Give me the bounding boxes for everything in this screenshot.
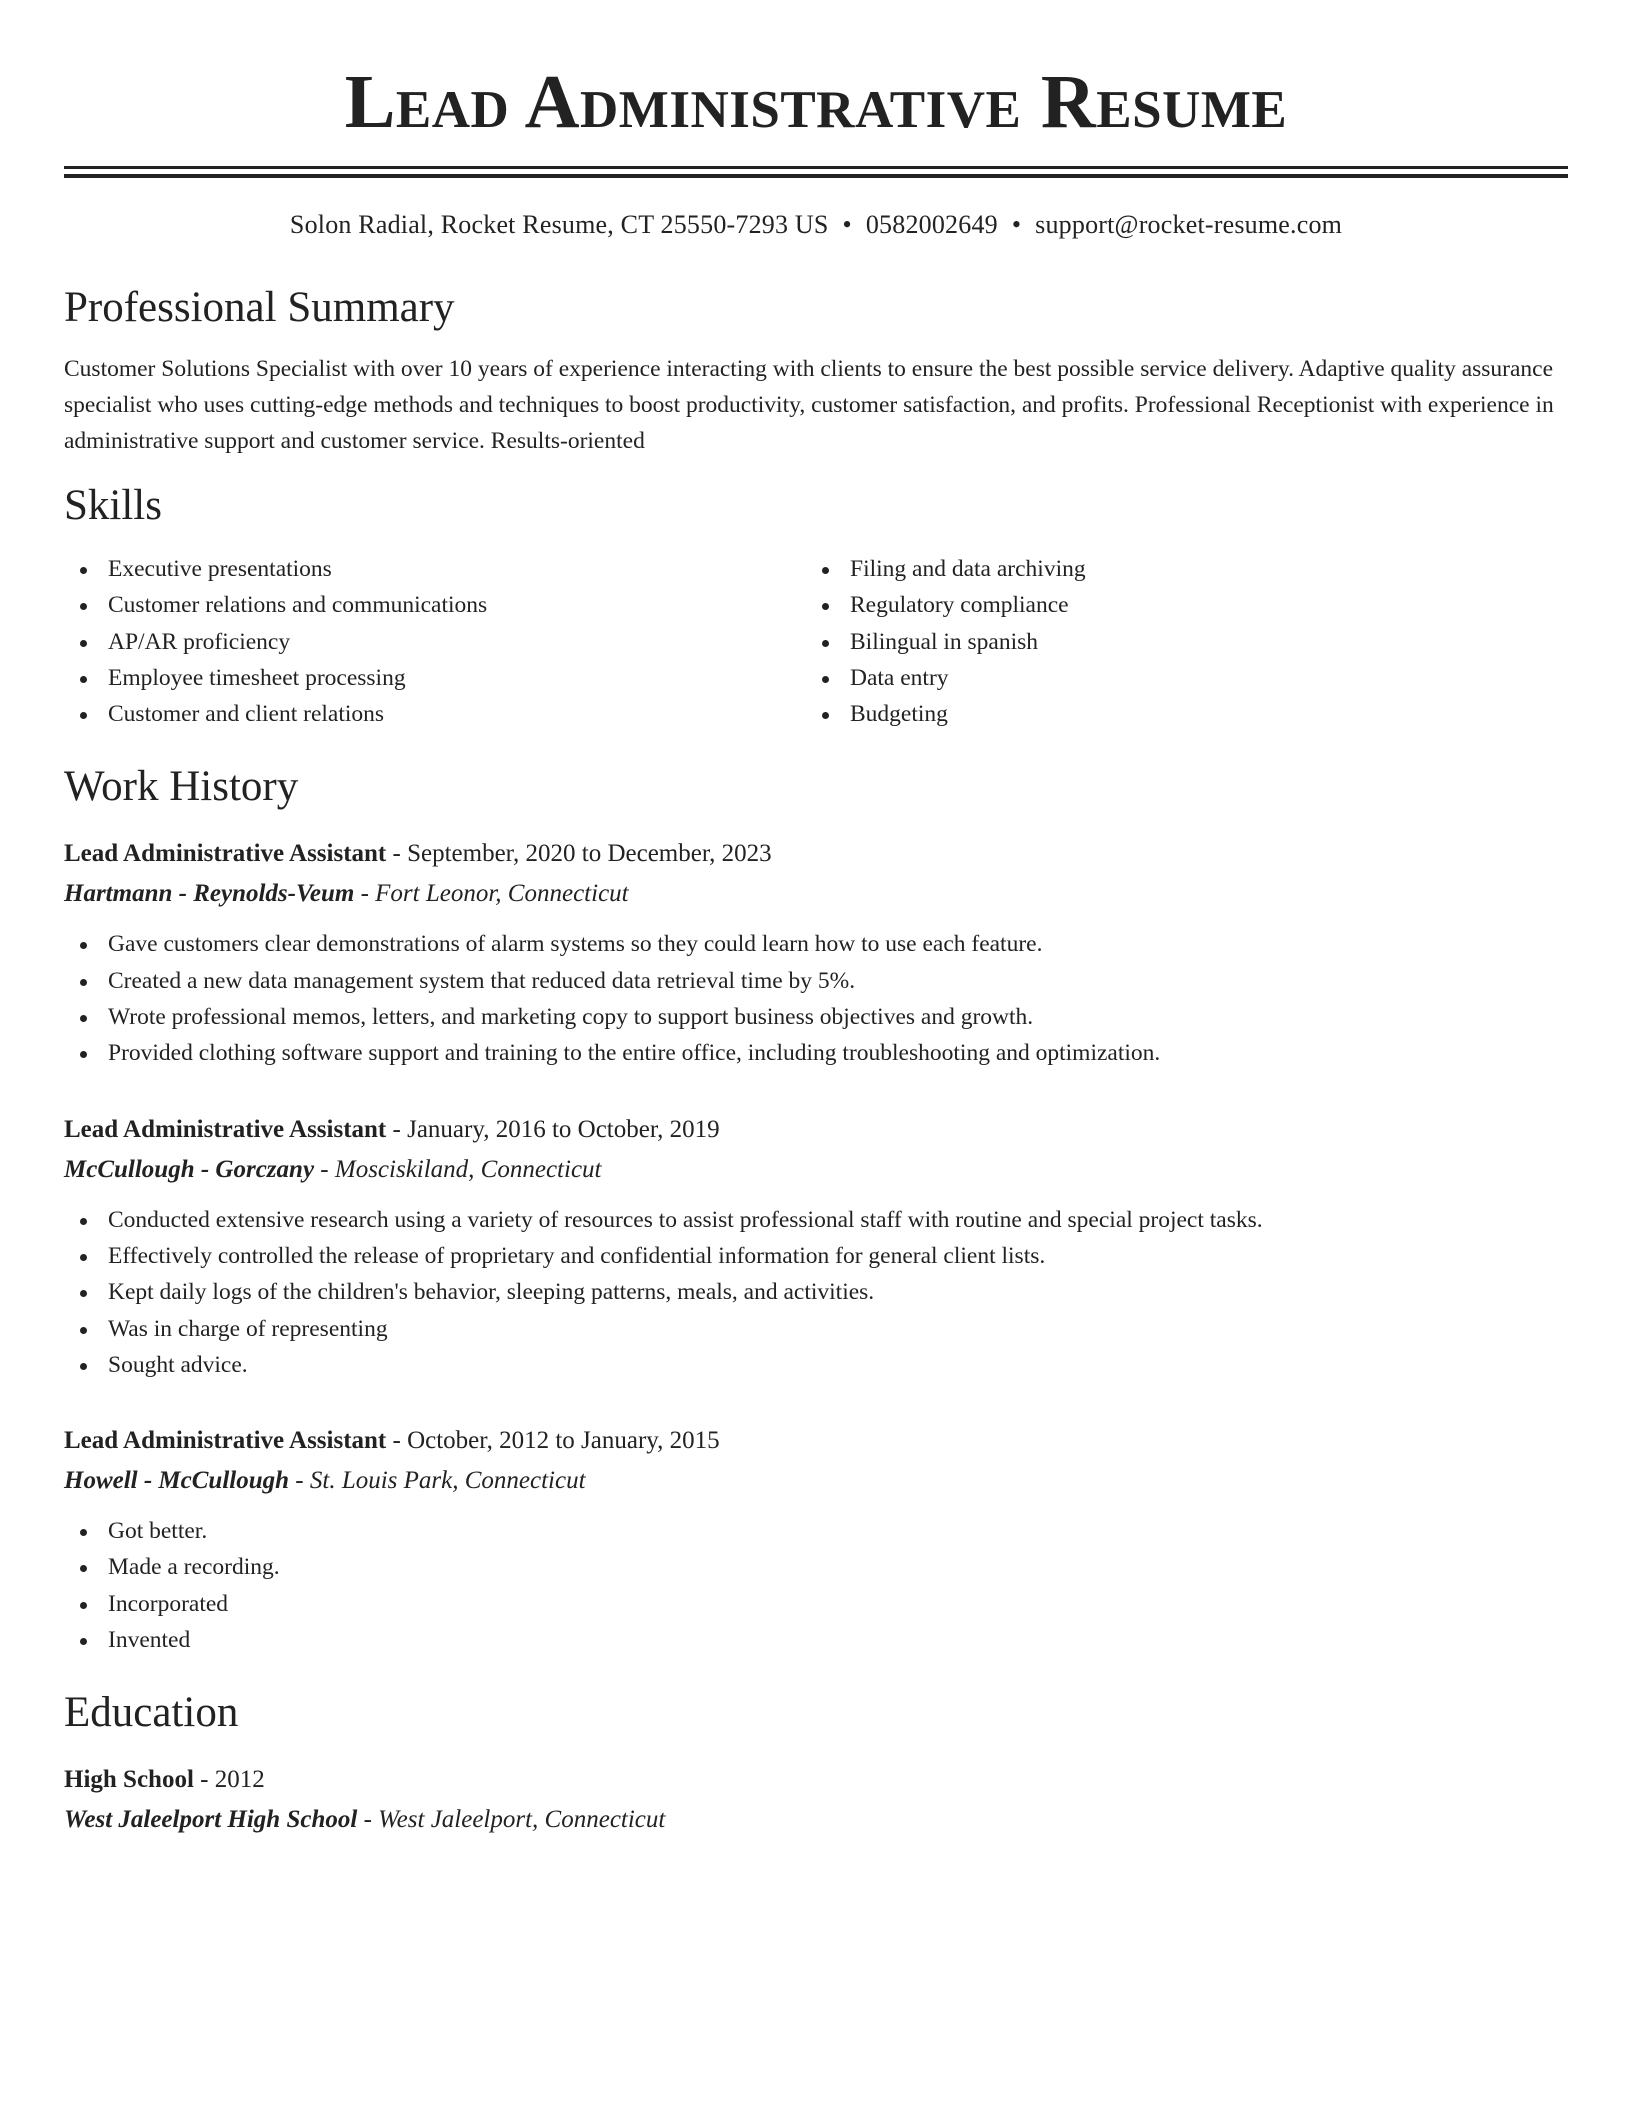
skill-item: Executive presentations bbox=[64, 551, 806, 587]
contact-separator: • bbox=[1011, 210, 1022, 239]
contact-line bbox=[64, 209, 1568, 241]
job-dates: - October, 2012 to January, 2015 bbox=[386, 1427, 720, 1455]
contact-address: Solon Radial, Rocket Resume, CT 25550-7293 US bbox=[289, 210, 829, 239]
title-divider bbox=[64, 166, 1568, 178]
job-dates: - September, 2020 to December, 2023 bbox=[386, 840, 772, 868]
job-title-line bbox=[64, 1110, 1568, 1150]
job-company-line bbox=[64, 874, 1568, 914]
skill-item: Data entry bbox=[806, 660, 1548, 696]
skills-columns bbox=[64, 551, 1568, 732]
job-bullet: Conducted extensive research using a variety of resources to assist professional staff with routine and special project tasks. bbox=[64, 1202, 1568, 1238]
education-degree-line bbox=[64, 1760, 1568, 1800]
job-bullets bbox=[64, 1513, 1568, 1658]
skills-list-right bbox=[806, 551, 1548, 732]
contact-separator: • bbox=[842, 210, 852, 239]
job-bullet: Created a new data management system that reduced data retrieval time by 5%. bbox=[64, 963, 1568, 999]
contact-phone: 0582002649 bbox=[865, 210, 998, 239]
education-school: West Jaleelport High School bbox=[64, 1806, 358, 1834]
skill-item: Bilingual in spanish bbox=[806, 624, 1548, 660]
summary-text: Customer Solutions Specialist with over 10 years of experience interacting with clients to ensure the best possible service delivery. Adaptive quality assurance specialist who uses cutting-edge methods and techniques to boost productivity, customer satisfaction, and profits. Professional Receptionist with experience in administrative support and customer service. Results-oriented bbox=[64, 356, 1554, 454]
job-dates: - January, 2016 to October, 2019 bbox=[386, 1115, 720, 1143]
job-location: - Fort Leonor, Connecticut bbox=[354, 880, 629, 908]
skill-item: Customer and client relations bbox=[64, 696, 806, 732]
skills-list-left bbox=[64, 551, 806, 732]
job-bullets bbox=[64, 1202, 1568, 1383]
job-bullets bbox=[64, 926, 1568, 1071]
resume-page bbox=[64, 0, 1568, 1840]
job-bullet: Kept daily logs of the children's behavior, sleeping patterns, meals, and activities. bbox=[64, 1274, 1568, 1310]
job-bullet: Effectively controlled the release of proprietary and confidential information for general client lists. bbox=[64, 1238, 1568, 1274]
education-year: - 2012 bbox=[193, 1766, 265, 1794]
summary-heading: Professional Summary bbox=[64, 284, 455, 331]
job-bullet: Gave customers clear demonstrations of alarm systems so they could learn how to use each feature. bbox=[64, 926, 1568, 962]
job-entry bbox=[64, 834, 1568, 1071]
job-company: Howell - McCullough bbox=[64, 1467, 290, 1495]
skill-item: Filing and data archiving bbox=[806, 551, 1548, 587]
education-heading: Education bbox=[64, 1689, 239, 1737]
job-company: Hartmann - Reynolds-Veum bbox=[64, 880, 355, 908]
skill-item: Regulatory compliance bbox=[806, 587, 1548, 623]
job-bullet: Made a recording. bbox=[64, 1549, 1568, 1585]
skills-heading: Skills bbox=[64, 482, 162, 529]
job-entry bbox=[64, 1110, 1568, 1383]
education-entry bbox=[64, 1760, 1568, 1840]
skill-item: AP/AR proficiency bbox=[64, 624, 806, 660]
job-title: Lead Administrative Assistant bbox=[64, 1427, 387, 1455]
skill-item: Employee timesheet processing bbox=[64, 660, 806, 696]
job-title-line bbox=[64, 834, 1568, 874]
job-company-line bbox=[64, 1150, 1568, 1190]
job-title: Lead Administrative Assistant bbox=[64, 1115, 387, 1143]
job-bullet: Got better. bbox=[64, 1513, 1568, 1549]
job-entry bbox=[64, 1421, 1568, 1658]
education-degree: High School bbox=[64, 1766, 194, 1794]
job-company: McCullough - Gorczany bbox=[64, 1155, 315, 1183]
resume-title: Lead Administrative Resume bbox=[344, 60, 1288, 144]
job-bullet: Wrote professional memos, letters, and marketing copy to support business objectives and growth. bbox=[64, 999, 1568, 1035]
job-title-line bbox=[64, 1421, 1568, 1461]
education-school-line bbox=[64, 1800, 1568, 1840]
job-title: Lead Administrative Assistant bbox=[64, 840, 387, 868]
job-location: - St. Louis Park, Connecticut bbox=[289, 1467, 586, 1495]
job-bullet: Invented bbox=[64, 1622, 1568, 1658]
job-bullet: Incorporated bbox=[64, 1586, 1568, 1622]
contact-email: support@rocket-resume.com bbox=[1035, 210, 1343, 239]
job-bullet: Was in charge of representing bbox=[64, 1311, 1568, 1347]
work-history-heading: Work History bbox=[64, 763, 299, 811]
skill-item: Customer relations and communications bbox=[64, 587, 806, 623]
education-location: - West Jaleelport, Connecticut bbox=[357, 1806, 666, 1834]
job-bullet: Provided clothing software support and training to the entire office, including troubleshooting and optimization. bbox=[64, 1035, 1568, 1071]
job-location: - Mosciskiland, Connecticut bbox=[314, 1155, 602, 1183]
skill-item: Budgeting bbox=[806, 696, 1548, 732]
job-bullet: Sought advice. bbox=[64, 1347, 1568, 1383]
job-company-line bbox=[64, 1461, 1568, 1501]
